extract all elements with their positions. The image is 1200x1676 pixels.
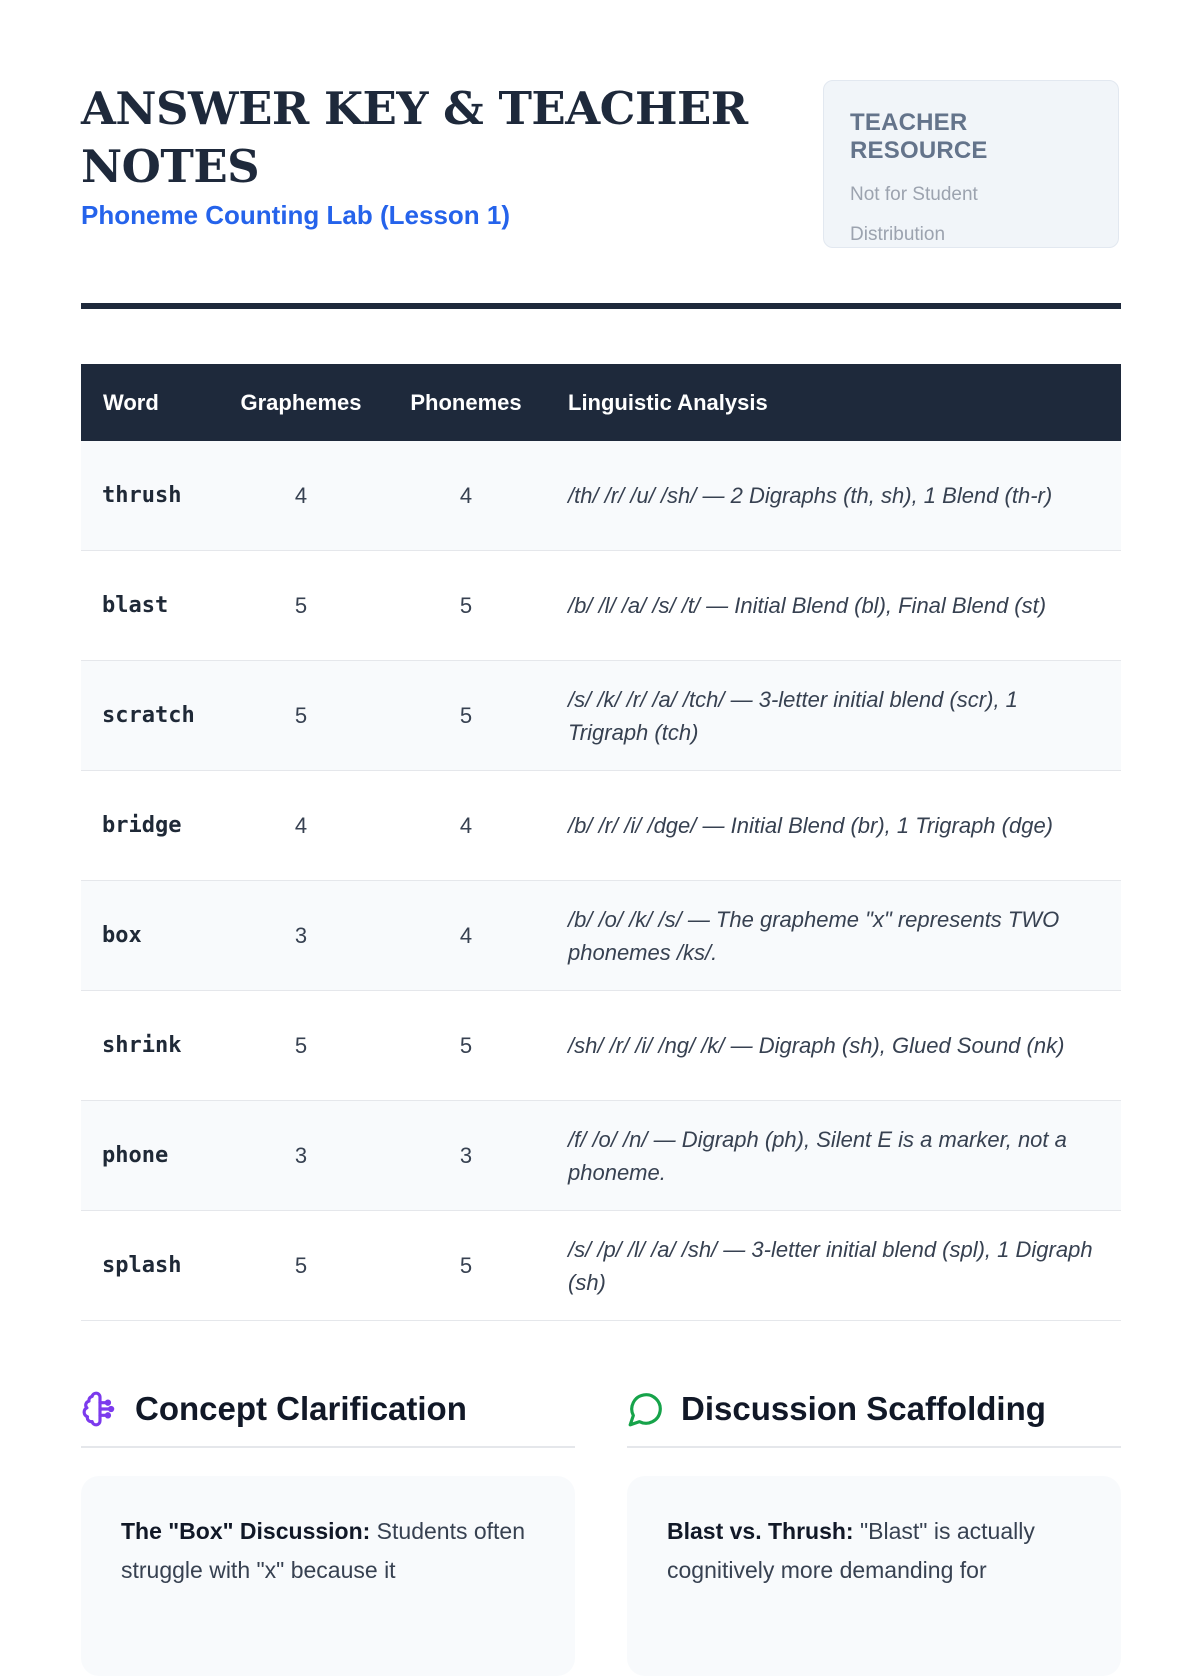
graphemes-cell: 5: [216, 551, 386, 661]
brain-icon: [81, 1389, 121, 1429]
phonemes-cell: 4: [386, 441, 546, 551]
header-graphemes: Graphemes: [240, 389, 362, 415]
concept-card: [81, 1476, 575, 1676]
graphemes-cell: 4: [216, 441, 386, 551]
graphemes-cell: 4: [216, 771, 386, 881]
analysis-cell: /b/ /o/ /k/ /s/ — The grapheme "x" represents TWO phonemes /ks/.: [546, 881, 1121, 991]
resource-title: TEACHER RESOURCE: [850, 109, 988, 164]
page-subtitle: Phoneme Counting Lab (Lesson 1): [81, 200, 511, 230]
phonemes-cell: 3: [386, 1101, 546, 1211]
table-row: [81, 881, 1121, 991]
chat-bubble-icon: [627, 1389, 667, 1429]
phonemes-cell: 5: [386, 551, 546, 661]
concept-lead: The "Box" Discussion:: [121, 1518, 371, 1544]
concept-heading: [81, 1382, 575, 1448]
word-cell: splash: [81, 1211, 216, 1321]
page-title: ANSWER KEY & TEACHER NOTES: [81, 82, 748, 193]
analysis-cell: /s/ /k/ /r/ /a/ /tch/ — 3-letter initial blend (scr), 1 Trigraph (tch): [546, 661, 1121, 771]
analysis-cell: /s/ /p/ /l/ /a/ /sh/ — 3-letter initial blend (spl), 1 Digraph (sh): [546, 1211, 1121, 1321]
graphemes-cell: 3: [216, 881, 386, 991]
analysis-cell: /th/ /r/ /u/ /sh/ — 2 Digraphs (th, sh), 1 Blend (th-r): [546, 441, 1121, 551]
discussion-heading: [627, 1382, 1121, 1448]
word-cell: thrush: [81, 441, 216, 551]
teacher-resource-box: [823, 80, 1119, 248]
header-phonemes: Phonemes: [410, 389, 522, 415]
word-cell: bridge: [81, 771, 216, 881]
discussion-body: "Blast" is actually cognitively more demanding for: [667, 1518, 1035, 1583]
table-row: [81, 661, 1121, 771]
table-row: [81, 441, 1121, 551]
table-header-row: [81, 364, 1121, 441]
discussion-card: [627, 1476, 1121, 1676]
phonemes-cell: 4: [386, 771, 546, 881]
word-cell: box: [81, 881, 216, 991]
word-cell: shrink: [81, 991, 216, 1101]
discussion-scaffolding-section: [627, 1382, 1121, 1676]
header-word: Word: [103, 389, 159, 415]
phonemes-cell: 5: [386, 661, 546, 771]
analysis-cell: /sh/ /r/ /i/ /ng/ /k/ — Digraph (sh), Glued Sound (nk): [546, 991, 1121, 1101]
header-analysis: Linguistic Analysis: [568, 389, 768, 415]
table-row: [81, 551, 1121, 661]
concept-title: Concept Clarification: [135, 1390, 467, 1427]
discussion-lead: Blast vs. Thrush:: [667, 1518, 854, 1544]
analysis-cell: /b/ /r/ /i/ /dge/ — Initial Blend (br), 1 Trigraph (dge): [546, 771, 1121, 881]
answer-key-table: [81, 364, 1121, 1321]
discussion-title: Discussion Scaffolding: [681, 1390, 1046, 1427]
concept-clarification-section: [81, 1382, 575, 1676]
page-header: [81, 80, 1121, 245]
graphemes-cell: 5: [216, 991, 386, 1101]
concept-text: [121, 1512, 535, 1590]
resource-note: Not for Student Distribution: [850, 184, 978, 245]
discussion-text: [667, 1512, 1081, 1590]
table-row: [81, 1211, 1121, 1321]
concept-body: Students often struggle with "x" because it: [121, 1518, 526, 1583]
table-row: [81, 1101, 1121, 1211]
phonemes-cell: 4: [386, 881, 546, 991]
phonemes-cell: 5: [386, 1211, 546, 1321]
table-row: [81, 991, 1121, 1101]
word-cell: scratch: [81, 661, 216, 771]
table-row: [81, 771, 1121, 881]
graphemes-cell: 3: [216, 1101, 386, 1211]
header-divider: [81, 303, 1121, 309]
word-cell: blast: [81, 551, 216, 661]
graphemes-cell: 5: [216, 661, 386, 771]
analysis-cell: /b/ /l/ /a/ /s/ /t/ — Initial Blend (bl), Final Blend (st): [546, 551, 1121, 661]
graphemes-cell: 5: [216, 1211, 386, 1321]
analysis-cell: /f/ /o/ /n/ — Digraph (ph), Silent E is a marker, not a phoneme.: [546, 1101, 1121, 1211]
word-cell: phone: [81, 1101, 216, 1211]
phonemes-cell: 5: [386, 991, 546, 1101]
